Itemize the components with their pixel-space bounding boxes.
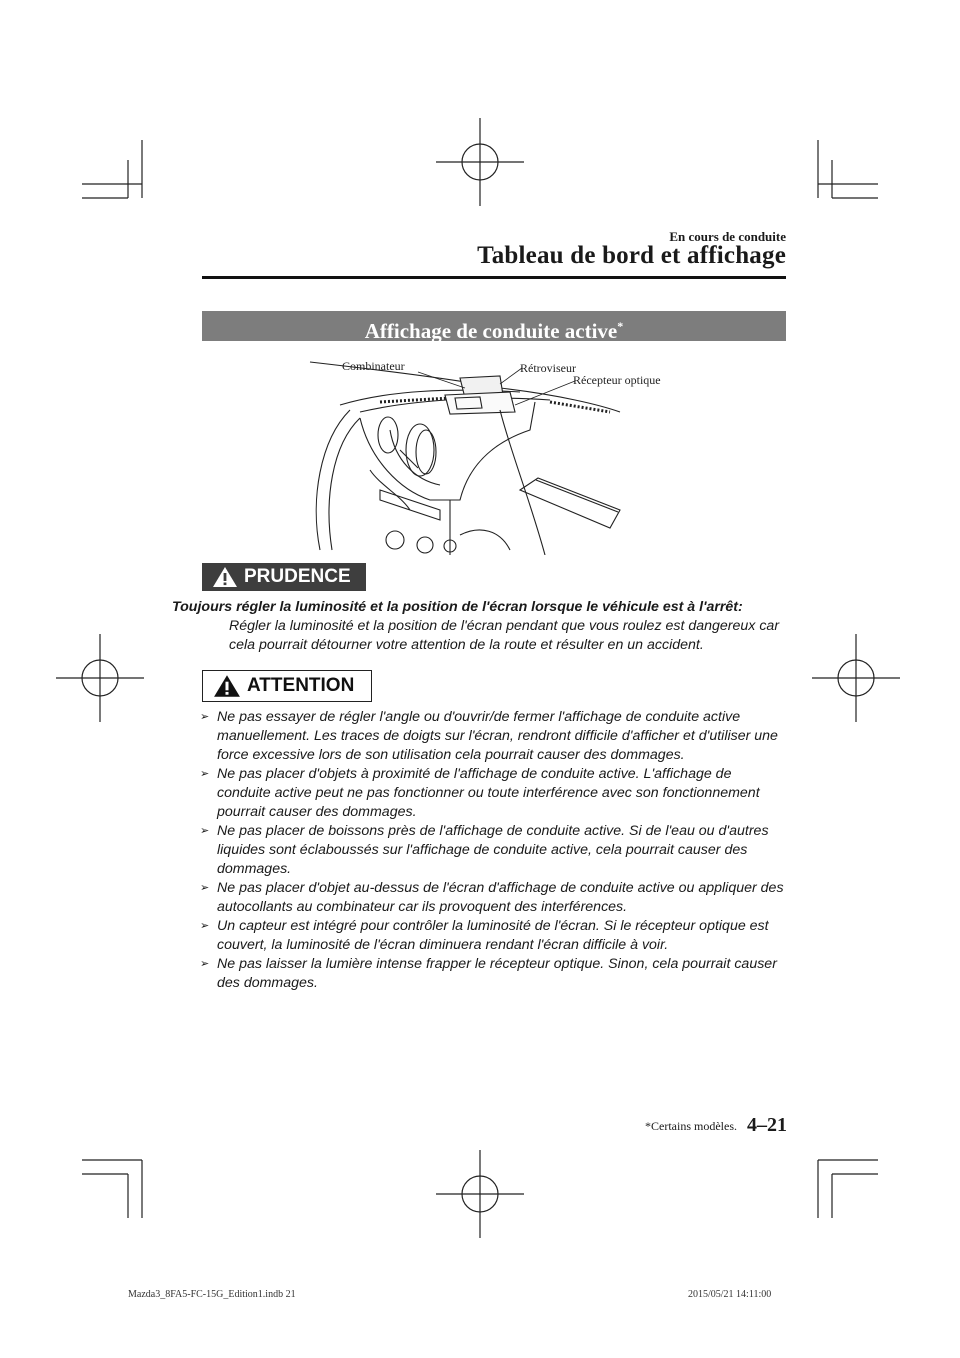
attention-label: ATTENTION xyxy=(247,675,355,696)
prudence-body: Régler la luminosité et la position de l'écran pendant que vous roulez est dangereux car cela pourrait détourner votre attention de la route et résulter en un accident. xyxy=(229,618,780,653)
prudence-heading: Toujours régler la luminosité et la position de l'écran lorsque le véhicule est à l'arrêt: xyxy=(172,599,743,615)
attention-item-text: Ne pas essayer de régler l'angle ou d'ouvrir/de fermer l'affichage de conduite active manuellement. Les traces de doigts sur l'écran, rendront difficile d'afficher et d'utiliser une force excessive lors de son utilisation cela pourrait causer des dommages. xyxy=(217,709,778,763)
footnote-mark: * xyxy=(617,319,624,333)
page-title: Tableau de bord et affichage xyxy=(477,242,786,269)
section-title: Affichage de conduite active xyxy=(364,319,618,343)
footer-filename: Mazda3_8FA5-FC-15G_Edition1.indb 21 xyxy=(128,1289,296,1300)
bullet-arrow-icon: ➢ xyxy=(200,768,210,780)
warning-triangle-icon xyxy=(212,566,238,588)
attention-item xyxy=(200,822,788,879)
attention-item-text: Ne pas placer d'objet au-dessus de l'écran d'affichage de conduite active ou appliquer des autocollants au combinateur car ils provoquent des interférences. xyxy=(217,880,784,915)
section-heading xyxy=(202,311,786,341)
attention-item-text: Ne pas placer de boissons près de l'affichage de conduite active. Si de l'eau ou d'autres liquides sont éclaboussés sur l'affichage de conduite active, cela pourrait causer des dommages. xyxy=(217,823,769,877)
attention-item xyxy=(200,879,788,917)
attention-banner xyxy=(202,670,372,702)
label-combinateur: Combinateur xyxy=(342,359,405,373)
prudence-label: PRUDENCE xyxy=(244,566,351,587)
attention-item xyxy=(200,955,788,993)
chapter-title: En cours de conduite xyxy=(669,229,786,244)
attention-item-text: Ne pas placer d'objets à proximité de l'affichage de conduite active. L'affichage de conduite active peut ne pas fonctionner ou toute interférence avec son fonctionnement pourrait causer des dommages. xyxy=(217,766,760,820)
bullet-arrow-icon: ➢ xyxy=(200,825,210,837)
dashboard-illustration xyxy=(300,350,690,555)
label-recepteur-optique: Récepteur optique xyxy=(573,373,661,387)
bullet-arrow-icon: ➢ xyxy=(200,882,210,894)
footnote: *Certains modèles. xyxy=(645,1119,737,1133)
page-number: 4–21 xyxy=(747,1114,787,1136)
label-retroviseur: Rétroviseur xyxy=(520,361,576,375)
bullet-arrow-icon: ➢ xyxy=(200,920,210,932)
attention-list xyxy=(200,708,788,993)
footer-date: 2015/05/21 14:11:00 xyxy=(688,1289,772,1300)
attention-item-text: Ne pas laisser la lumière intense frapper le récepteur optique. Sinon, cela pourrait causer des dommages. xyxy=(217,956,777,991)
attention-item xyxy=(200,765,788,822)
prudence-banner xyxy=(202,563,366,591)
attention-item xyxy=(200,708,788,765)
warning-triangle-icon xyxy=(213,674,241,698)
attention-item-text: Un capteur est intégré pour contrôler la luminosité de l'écran. Si le récepteur optique est couvert, la luminosité de l'écran diminuera rendant l'écran difficile à voir. xyxy=(217,918,769,953)
bullet-arrow-icon: ➢ xyxy=(200,958,210,970)
attention-item xyxy=(200,917,788,955)
bullet-arrow-icon: ➢ xyxy=(200,711,210,723)
header-rule xyxy=(202,276,786,279)
